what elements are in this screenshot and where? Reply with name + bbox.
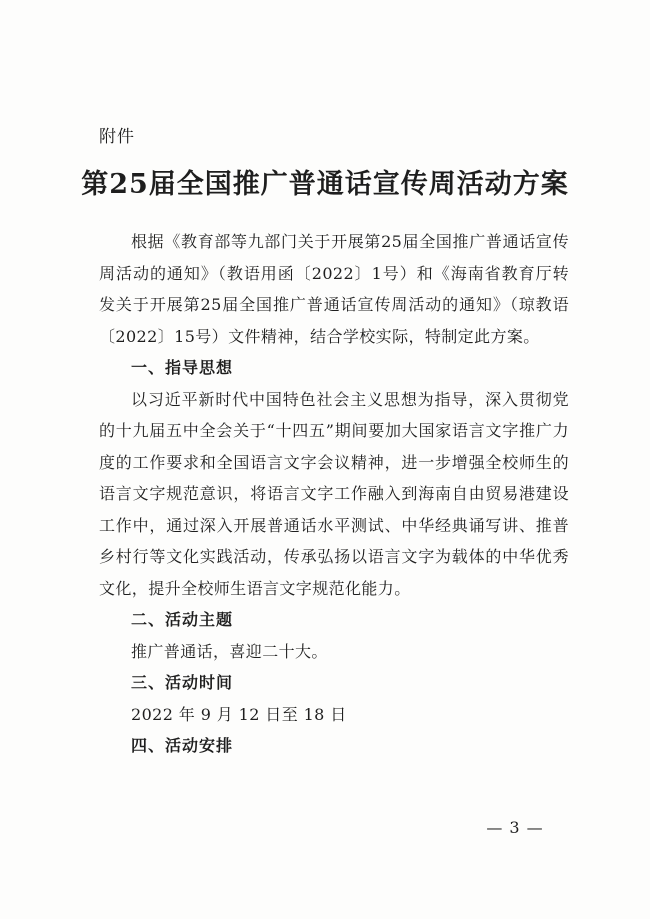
- page-number: — 3 —: [486, 818, 544, 837]
- attachment-label: 附件: [99, 127, 135, 147]
- document-body: [99, 226, 569, 762]
- section-heading-guiding-ideology: 一、指导思想: [131, 358, 234, 377]
- section-text-time: 2022 年 9 月 12 日至 18 日: [131, 704, 347, 724]
- intro-paragraph: 根据《教育部等九部门关于开展第25届全国推广普通话宣传周活动的通知》（教语用函〔2022〕1号）和《海南省教育厅转发关于开展第25届全国推广普通话宣传周活动的通知》（琼教语〔2022〕15号）文件精神，结合学校实际，特制定此方案。: [99, 232, 569, 346]
- section-heading-arrangement: 四、活动安排: [131, 736, 234, 755]
- section-text-guiding-ideology: 以习近平新时代中国特色社会主义思想为指导，深入贯彻党的十九届五中全会关于“十四五”期间要加大国家语言文字推广力度的工作要求和全国语言文字会议精神，进一步增强全校师生的语言文字规范意识，将语言文字工作融入到海南自由贸易港建设工作中，通过深入开展普通话水平测试、中华经典诵写讲、推普乡村行等文化实践活动，传承弘扬以语言文字为载体的中华优秀文化，提升全校师生语言文字规范化能力。: [99, 389, 569, 598]
- document-title: 第25届全国推广普通话宣传周活动方案: [81, 169, 569, 200]
- section-text-theme: 推广普通话，喜迎二十大。: [131, 641, 328, 661]
- section-heading-theme: 二、活动主题: [131, 610, 234, 629]
- section-heading-time: 三、活动时间: [131, 673, 234, 692]
